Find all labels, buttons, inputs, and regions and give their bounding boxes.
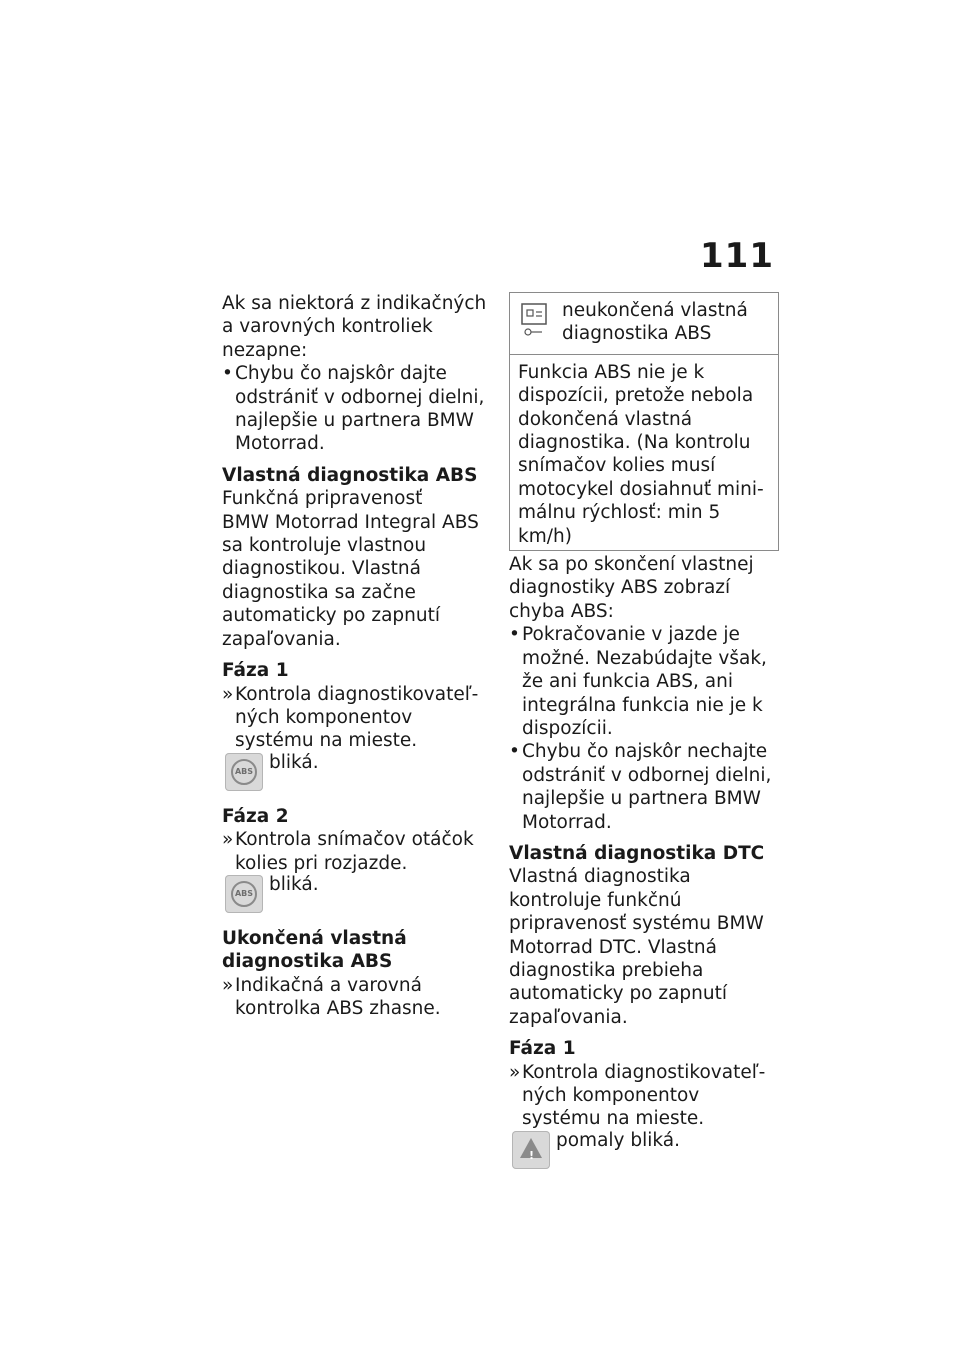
info-box [509,292,779,551]
section-heading-done: Ukončená vlastná diagnostika ABS [222,927,407,973]
indicator-row [235,875,494,919]
list-item [509,740,781,834]
wrench-document-icon [520,302,548,338]
abs-warning-light-icon [225,753,263,791]
phase-heading: Fáza 1 [222,660,289,682]
section-text: BMW Motorrad Integral ABS sa kontroluje vlastnou diagnostikou. Vlastná diagnostika sa začne automaticky po zapnutí zapaľovania. [222,511,479,650]
phase-heading: Fáza 2 [222,805,289,827]
section-heading-dtc: Vlastná diagnostika DTC [509,842,765,864]
info-box-header [510,293,778,355]
list-item [222,683,494,753]
list-item-text: Kontrola diagnostikovateľných komponentov systému na mieste. [522,1061,766,1130]
arrow-marker: » [222,974,234,996]
section-heading-abs: Vlastná diagnostika ABS [222,464,478,486]
bullet-marker: • [222,363,233,385]
arrow-marker: » [222,683,234,705]
abs-icon-text: ABS [231,881,257,907]
list-item [509,1061,781,1131]
arrow-marker: » [222,829,234,851]
indicator-row [235,753,494,797]
list-item-text: Pokračovanie v jazde je možné. Nezabúdajte však, že ani funkcia ABS, ani integrálna funkcia nie je k dispozícii. [522,624,767,739]
info-box-text: Funkcia ABS nie je k dispozícii, pretože nebola dokončená vlastná diagnostika. (Na kontrolu snímačov kolies musí motocykel dosiahnuť minimálnu rýchlosť: min 5 km/h) [518,361,764,547]
list-item-text: Indikačná a varovná kontrolka ABS zhasne. [235,974,441,1020]
indicator-label: bliká. [269,751,319,773]
info-box-title: neukončená vlastná diagnostika ABS [562,300,748,345]
warning-mark: ! [529,1148,535,1162]
intro-text: Ak sa niektorá z indikačných a varovných kontroliek nezapne: [222,293,487,361]
list-item-text: Kontrola snímačov otáčok kolies pri rozjazde. [235,829,474,874]
list-item-text: Chybu čo najskôr nechajte odstrániť v odbornej dielni, najlepšie u partnera BMW Motorrad. [522,741,772,833]
list-item [222,828,494,875]
right-column [509,292,781,1175]
indicator-row [522,1131,781,1175]
bullet-marker: • [509,624,520,646]
section-subheading: Funkčná pripravenosť [222,488,423,510]
phase-heading: Fáza 1 [509,1038,576,1060]
section-text: Vlastná diagnostika kontroluje funkčnú pripravenosť systému BMW Motorrad DTC. Vlastná diagnostika prebieha automaticky po zapnutí zapaľovania. [509,866,764,1028]
abs-icon-text: ABS [231,759,257,785]
bullet-marker: • [509,741,520,763]
section-text: Ak sa po skončení vlastnej diagnostiky ABS zobrazí chyba ABS: [509,554,754,622]
list-item [509,623,781,740]
page-number: 111 [700,236,774,276]
list-item-text: Kontrola diagnostikovateľných komponentov systému na mieste. [235,683,479,752]
list-item [222,974,494,1021]
general-warning-light-icon [512,1131,550,1169]
indicator-label: pomaly bliká. [556,1129,681,1151]
indicator-label: bliká. [269,873,319,895]
list-item [222,362,494,456]
abs-warning-light-icon [225,875,263,913]
arrow-marker: » [509,1061,521,1083]
list-item-text: Chybu čo najskôr dajte odstrániť v odbornej dielni, najlepšie u partnera BMW Motorrad. [235,363,485,455]
left-column [222,292,494,1021]
